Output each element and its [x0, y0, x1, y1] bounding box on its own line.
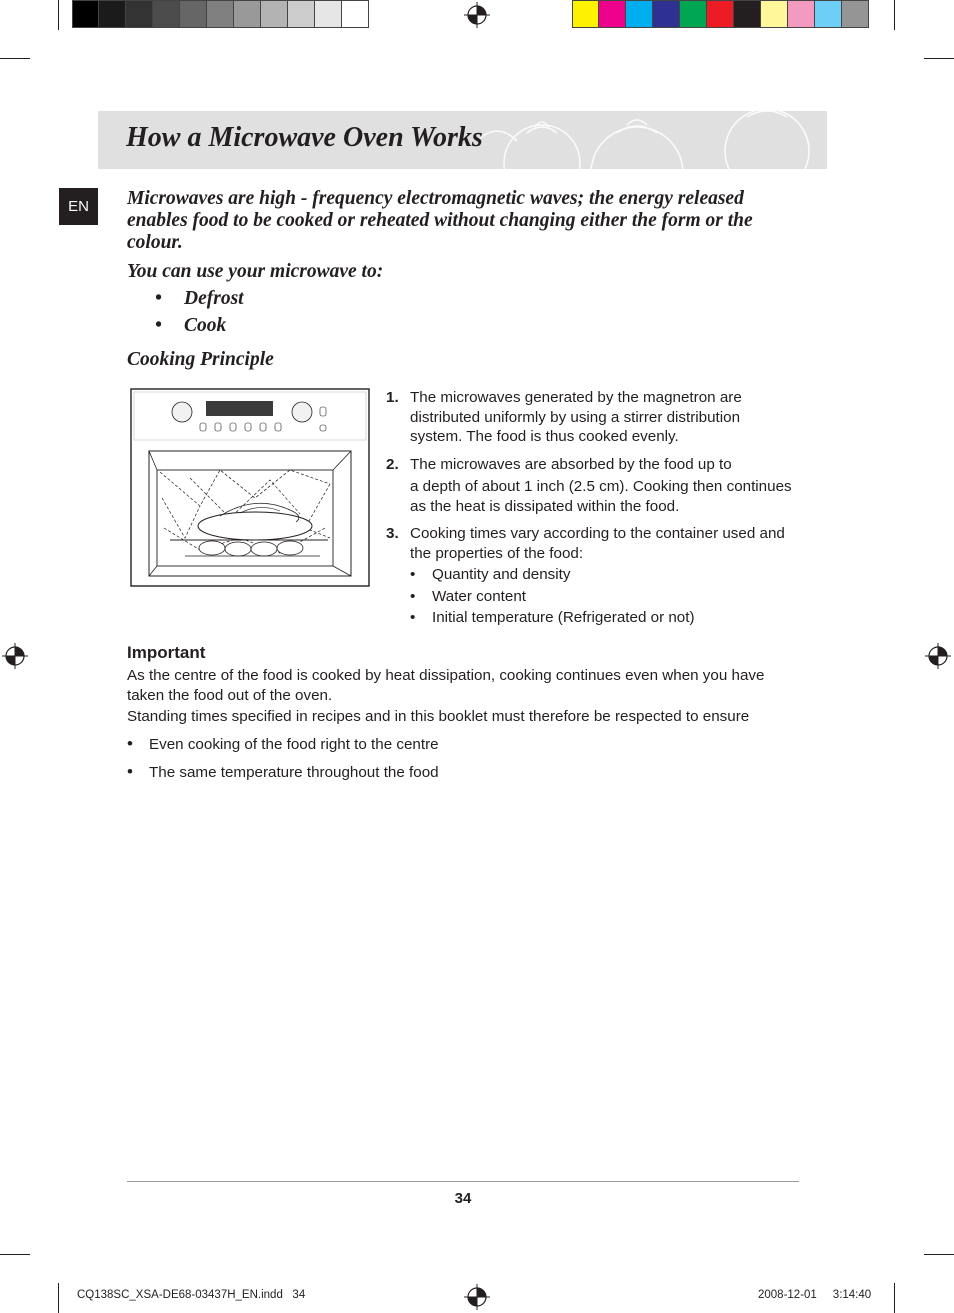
color-swatch: [99, 0, 126, 28]
list-text: The microwaves generated by the magnetron are distributed uniformly by using a stirrer distribution system. The food is thus cooked evenly.: [410, 389, 742, 445]
bullet: •: [155, 315, 162, 336]
print-timestamp: 2008-12-01 3:14:40: [758, 1289, 872, 1301]
list-item: [386, 455, 796, 517]
color-swatch: [315, 0, 342, 28]
list-text-continued: a depth of about 1 inch (2.5 cm). Cooking then continues as the heat is dissipated within the food.: [410, 478, 792, 515]
crop-mark-top-right-v: [894, 0, 895, 30]
ensure-label: Even cooking of the food right to the centre: [149, 736, 439, 753]
color-swatch: [72, 0, 99, 28]
registration-mark-top-icon: [464, 2, 490, 28]
use-label: Cook: [184, 315, 227, 336]
page-number: 34: [454, 1190, 472, 1207]
factor-label: Initial temperature (Refrigerated or not): [432, 609, 695, 626]
list-number: 1.: [386, 389, 399, 406]
footer-divider: [127, 1181, 799, 1182]
uses-heading: You can use your microwave to:: [127, 261, 384, 282]
color-swatch: [234, 0, 261, 28]
ensure-item: [127, 762, 439, 782]
language-tab: EN: [59, 188, 98, 225]
registration-mark-bottom-icon: [464, 1284, 490, 1310]
registration-mark-right-icon: [925, 643, 951, 669]
color-swatch: [815, 0, 842, 28]
factor-label: Water content: [432, 587, 526, 605]
color-swatch: [788, 0, 815, 28]
page-title: How a Microwave Oven Works: [126, 122, 483, 153]
bullet: •: [127, 734, 133, 753]
intro-paragraph: Microwaves are high - frequency electromagnetic waves; the energy released enables food to be cooked or reheated without changing either the form or the colour.: [127, 188, 753, 253]
bullet: •: [410, 587, 416, 605]
cmyk-color-bar: [572, 0, 869, 30]
use-label: Defrost: [184, 288, 244, 309]
crop-mark-top-right-h: [924, 58, 954, 59]
grayscale-color-bar: [72, 0, 369, 30]
color-swatch: [261, 0, 288, 28]
list-text: Cooking times vary according to the container used and the properties of the food:: [410, 525, 785, 562]
color-swatch: [153, 0, 180, 28]
color-swatch: [599, 0, 626, 28]
color-swatch: [626, 0, 653, 28]
use-item-defrost: [155, 288, 244, 310]
important-paragraph: As the centre of the food is cooked by heat dissipation, cooking continues even when you have taken the food out of the oven.: [127, 667, 765, 704]
color-swatch: [126, 0, 153, 28]
list-item: [386, 388, 796, 447]
section-heading-cooking-principle: Cooking Principle: [127, 349, 274, 370]
crop-mark-bottom-left-v: [58, 1283, 59, 1313]
ensure-item: [127, 734, 439, 754]
list-text: The microwaves are absorbed by the food up to: [410, 455, 732, 473]
bullet: •: [127, 762, 133, 781]
color-swatch: [207, 0, 234, 28]
microwave-oven-illustration: [130, 388, 370, 588]
factor-label: Quantity and density: [432, 566, 571, 583]
important-heading: Important: [127, 643, 206, 662]
color-swatch: [572, 0, 599, 28]
factor-item: [410, 587, 796, 607]
use-item-cook: [155, 315, 226, 337]
crop-mark-bottom-right-h: [924, 1254, 954, 1255]
color-swatch: [734, 0, 761, 28]
list-item: [386, 524, 796, 628]
color-swatch: [180, 0, 207, 28]
list-number: 2.: [386, 455, 399, 473]
color-swatch: [288, 0, 315, 28]
crop-mark-bottom-left-h: [0, 1254, 30, 1255]
cooking-principle-list: [386, 388, 796, 636]
bullet: •: [410, 609, 416, 626]
bullet: •: [410, 566, 416, 583]
color-swatch: [707, 0, 734, 28]
crop-mark-bottom-right-v: [894, 1283, 895, 1313]
bullet: •: [155, 288, 162, 309]
title-banner: [98, 111, 827, 169]
file-slug: CQ138SC_XSA-DE68-03437H_EN.indd 34: [77, 1289, 306, 1301]
crop-mark-top-left-h: [0, 58, 30, 59]
color-swatch: [653, 0, 680, 28]
standing-times-paragraph: Standing times specified in recipes and in this booklet must therefore be respected to ensure: [127, 708, 750, 725]
tomato-decoration-icon: [467, 111, 827, 169]
color-swatch: [680, 0, 707, 28]
color-swatch: [761, 0, 788, 28]
factor-item: [410, 608, 796, 628]
ensure-label: The same temperature throughout the food: [149, 764, 439, 781]
registration-mark-left-icon: [2, 643, 28, 669]
color-swatch: [842, 0, 869, 28]
list-number: 3.: [386, 525, 399, 542]
factor-item: [410, 565, 796, 585]
crop-mark-top-left-v: [58, 0, 59, 30]
color-swatch: [342, 0, 369, 28]
